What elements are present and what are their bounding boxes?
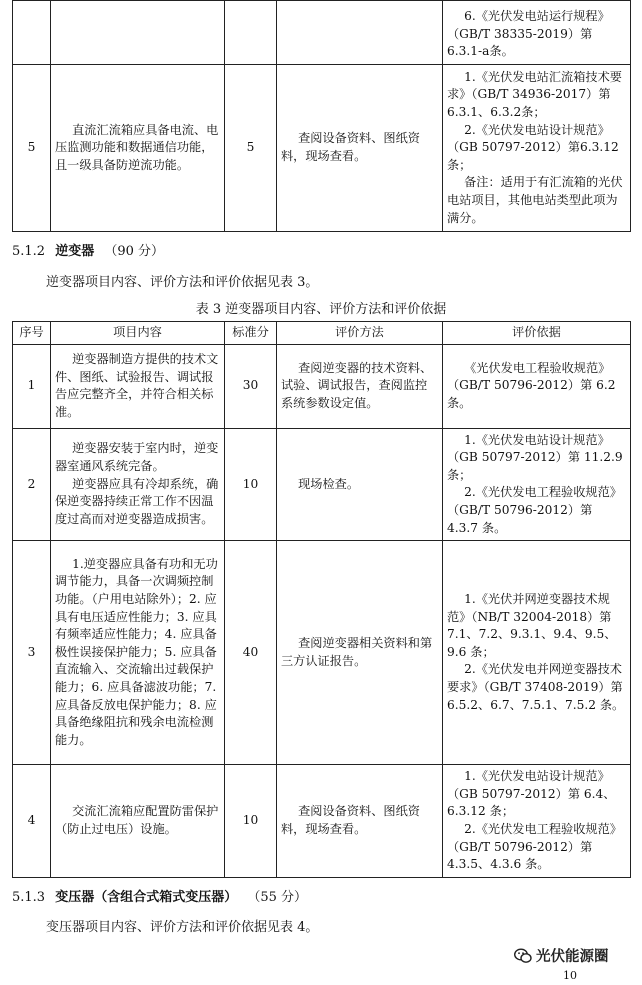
- cell-content: 直流汇流箱应具备电流、电压监测功能和数据通信功能，且一级具备防逆流功能。: [51, 65, 225, 232]
- content-line: 逆变器应具有冷却系统，确保逆变器持续正常工作不因温度过高而对逆变器造成损害。: [55, 476, 219, 526]
- cell-num: 2: [13, 428, 51, 541]
- basis-item: 2.《光伏发电工程验收规范》（GB/T 50796-2012）第 4.3.7 条。: [447, 485, 622, 535]
- cell-score: 5: [225, 65, 277, 232]
- wechat-bubble-icon: [514, 948, 532, 964]
- cell-num: 3: [13, 541, 51, 765]
- section-number: 5.1.3: [12, 890, 46, 905]
- basis-item: 2.《光伏发电并网逆变器技术要求》（GB/T 37408-2019）第 6.5.2、6.7、7.5.1、7.5.2 条。: [447, 662, 625, 712]
- section-score: （55 分）: [247, 890, 308, 905]
- section-heading-5-1-2: [12, 240, 164, 259]
- cell-content: 1.逆变器应具备有功和无功调节能力，具备一次调频控制功能。（户用电站除外）；2. 应具有电压适应性能力；3. 应具有频率适应性能力；4. 应具备极性误接保护能力；5. 应具备直流输入、交流输出过载保护能力；6. 应具备滤波功能；7. 应具备反放电保护能力；8. 应具备绝缘阻抗和残余电流检测能力。: [51, 541, 225, 765]
- content-line: 逆变器安装于室内时，逆变器室通风系统完备。: [55, 441, 219, 473]
- cell-method: 查阅逆变器相关资料和第三方认证报告。: [277, 541, 443, 765]
- section-score: （90 分）: [104, 244, 165, 259]
- watermark: [514, 945, 609, 966]
- header-num: 序号: [13, 322, 51, 345]
- cell-score: 30: [225, 344, 277, 428]
- cell-method: [277, 1, 443, 65]
- page-number: 10: [563, 969, 577, 982]
- basis-item: 2.《光伏发电工程验收规范》（GB/T 50796-2012）第 4.3.5、4.3.6 条。: [447, 821, 622, 872]
- table-row: [13, 1, 631, 65]
- cell-basis: 《光伏发电工程验收规范》（GB/T 50796-2012）第 6.2 条。: [443, 344, 631, 428]
- section-title: 变压器（含组合式箱式变压器）: [55, 890, 238, 905]
- cell-basis: [443, 428, 631, 541]
- cell-content: 交流汇流箱应配置防雷保护（防止过电压）设施。: [51, 765, 225, 878]
- basis-item: 1.《光伏发电站设计规范》（GB 50797-2012）第 6.4、6.3.12 条；: [447, 769, 616, 819]
- cell-method: 查阅设备资料、图纸资料，现场查看。: [277, 765, 443, 878]
- cell-num: 4: [13, 765, 51, 878]
- cell-method: 现场检查。: [277, 428, 443, 541]
- header-score: 标准分: [225, 322, 277, 345]
- table-row: [13, 765, 631, 878]
- basis-item: 1.《光伏并网逆变器技术规范》（NB/T 32004-2018）第7.1、7.2、9.3.1、9.4、9.5、9.6 条；: [447, 592, 617, 659]
- section-heading-5-1-3: [12, 886, 307, 905]
- watermark-text: 光伏能源圈: [536, 949, 609, 965]
- section-title: 逆变器: [55, 244, 95, 259]
- header-method: 评价方法: [277, 322, 443, 345]
- cell-content: [51, 428, 225, 541]
- table-row: [13, 428, 631, 541]
- cell-basis: 6.《光伏发电站运行规程》（GB/T 38335-2019）第6.3.1-a条。: [443, 1, 631, 65]
- paragraph: 逆变器项目内容、评价方法和评价依据见表 3。: [46, 275, 319, 290]
- table-row: [13, 541, 631, 765]
- cell-num: [13, 1, 51, 65]
- cell-method: 查阅逆变器的技术资料、试验、调试报告，查阅监控系统参数设定值。: [277, 344, 443, 428]
- basis-item: 1.《光伏发电站设计规范》（GB 50797-2012）第 11.2.9 条；: [447, 432, 623, 482]
- cell-num: 1: [13, 344, 51, 428]
- basis-item: 1.《光伏发电站汇流箱技术要求》（GB/T 34936-2017）第6.3.1、6.3.2条；: [447, 69, 622, 120]
- cell-basis: [443, 541, 631, 765]
- table-3: [12, 321, 631, 878]
- cell-content: 逆变器制造方提供的技术文件、图纸、试验报告、调试报告应完整齐全，并符合相关标准。: [51, 344, 225, 428]
- cell-score: [225, 1, 277, 65]
- cell-method: 查阅设备资料、图纸资料，现场查看。: [277, 65, 443, 232]
- cell-score: 10: [225, 765, 277, 878]
- cell-num: 5: [13, 65, 51, 232]
- cell-score: 10: [225, 428, 277, 541]
- section-number: 5.1.2: [12, 244, 46, 259]
- cell-basis: [443, 765, 631, 878]
- cell-basis: [443, 65, 631, 232]
- header-basis: 评价依据: [443, 322, 631, 345]
- paragraph: 变压器项目内容、评价方法和评价依据见表 4。: [46, 920, 319, 935]
- table-2-continued: [12, 0, 631, 232]
- header-content: 项目内容: [51, 322, 225, 345]
- cell-score: 40: [225, 541, 277, 765]
- table-caption: 表 3 逆变器项目内容、评价方法和评价依据: [195, 302, 447, 317]
- basis-item: 2.《光伏发电站设计规范》（GB 50797-2012）第6.3.12条；: [447, 122, 619, 172]
- table-row: [13, 65, 631, 232]
- cell-content: [51, 1, 225, 65]
- table-header-row: [13, 322, 631, 345]
- basis-note: 备注：适用于有汇流箱的光伏电站项目，其他电站类型此项为满分。: [447, 175, 623, 225]
- table-row: [13, 344, 631, 428]
